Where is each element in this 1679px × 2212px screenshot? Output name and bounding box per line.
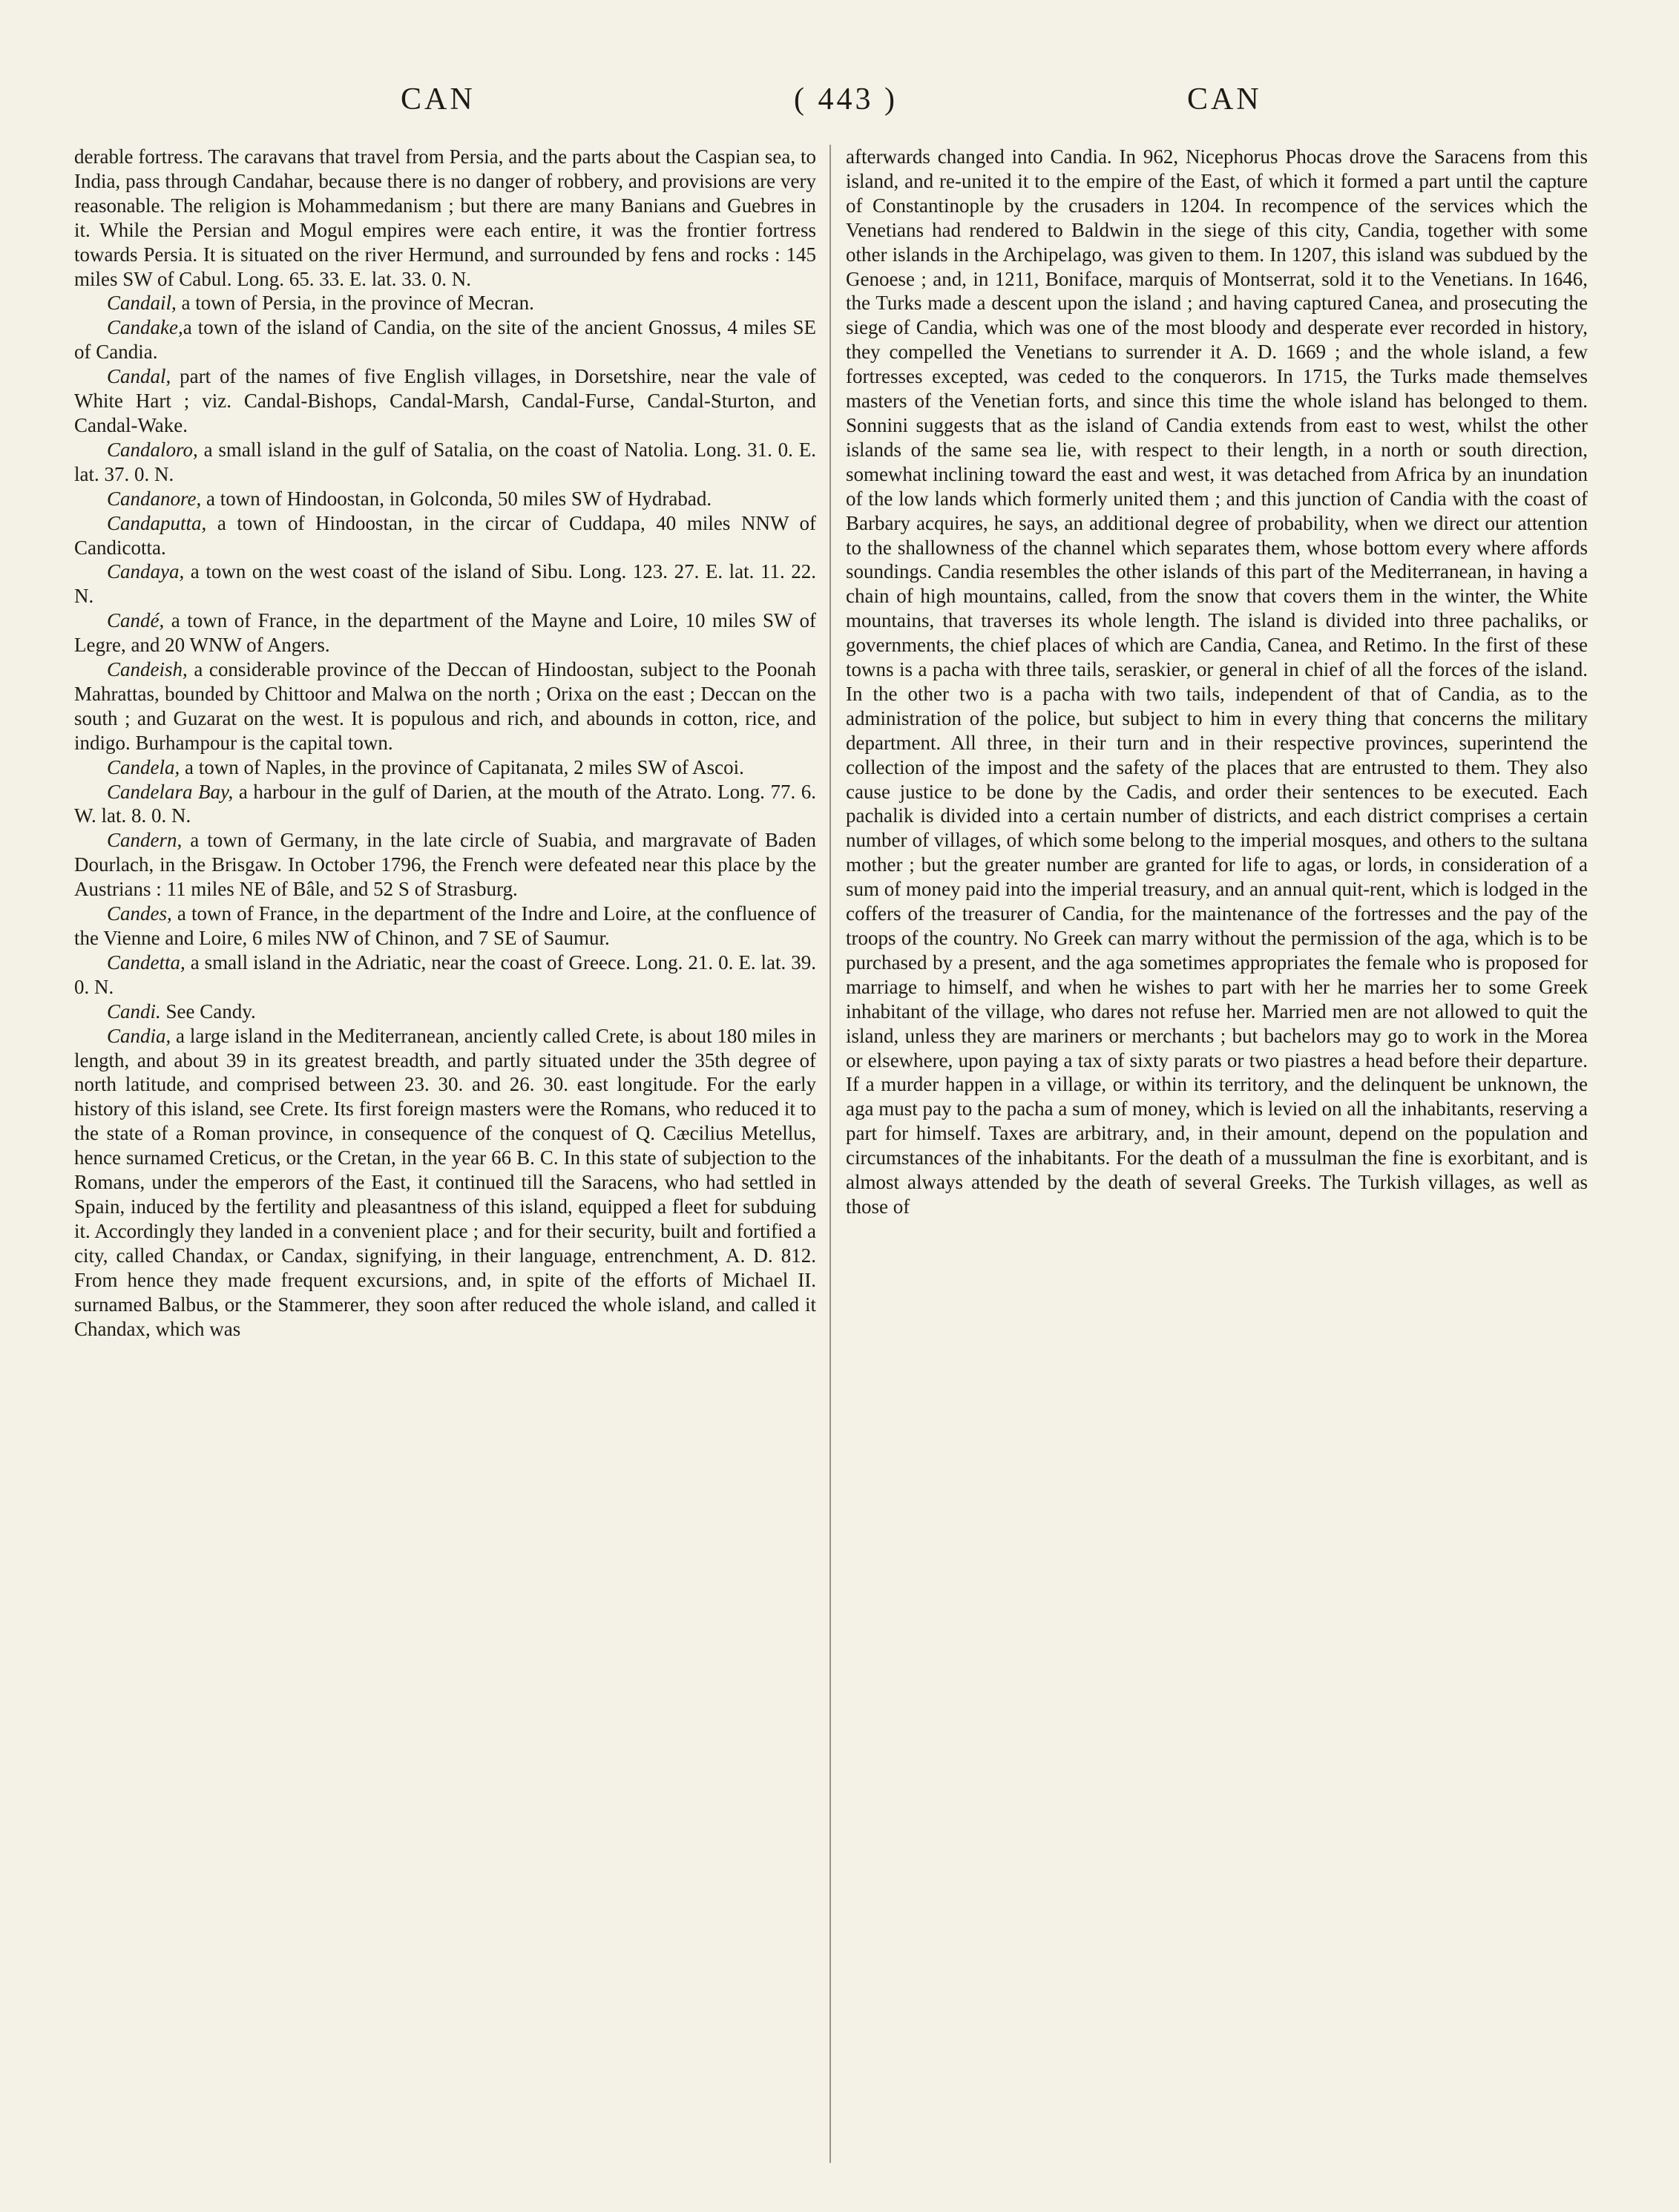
- entry-headword: Candes,: [107, 902, 172, 925]
- entry-paragraph: [74, 780, 816, 829]
- entry-text: a town of France, in the department of the Indre and Loire, at the confluence of the Vienne and Loire, 6 miles NW of Chinon, and 7 SE of Saumur.: [74, 902, 816, 949]
- entry-text: See Candy.: [160, 1000, 256, 1023]
- right-column: [846, 145, 1588, 1219]
- entry-paragraph: [74, 1000, 816, 1024]
- entry-headword: Candanore,: [107, 487, 202, 510]
- entry-paragraph: [74, 755, 816, 780]
- entry-headword: Candelara Bay,: [107, 780, 234, 803]
- entry-paragraph: [846, 145, 1588, 1219]
- entry-text: a small island in the Adriatic, near the coast of Greece. Long. 21. 0. E. lat. 39. 0. N.: [74, 951, 816, 998]
- column-divider: [829, 145, 831, 2163]
- left-column: [74, 145, 816, 1341]
- entry-headword: Candal,: [107, 365, 171, 388]
- entry-paragraph: [74, 487, 816, 511]
- entry-text: afterwards changed into Candia. In 962, Nicephorus Phocas drove the Saracens from this island, and re-united it to the empire of the East, of which it formed a part until the capture of Constantinople by the crusaders in 1204. In recompence of the services which the Venetians had rendered to Baldwin in the siege of this city, Candia, together with some other islands in the Archipelago, was given to them. In 1207, this island was subdued by the Genoese ; and, in 1211, Boniface, marquis of Montserrat, sold it to the Venetians. In 1646, the Turks made a descent upon the island ; and having captured Canea, and prosecuting the siege of Candia, which was one of the most bloody and desperate ever recorded in history, they compelled the Venetians to surrender it A. D. 1669 ; and the whole island, a few fortresses excepted, was ceded to the conquerors. In 1715, the Turks made themselves masters of the Venetian forts, and since this time the whole island has belonged to them. Sonnini suggests that as the island of Candia extends from east to west, whilst the other islands of the same sea lie, with respect to their length, in a north or south direction, somewhat inclining toward the east and west, it was detached from Africa by an inundation of the low lands which formerly united them ; and this junction of Candia with the coast of Barbary acquires, he says, an additional degree of probability, when we direct our attention to the shallowness of the channel which separates them, whose bottom every where affords soundings. Candia resembles the other islands of this part of the Mediterranean, in having a chain of high mountains, called, from the snow that covers them in the winter, the White mountains, that traverses its whole length. The island is divided into three pachaliks, or governments, the chief places of which are Candia, Canea, and Retimo. In the first of these towns is a pacha with three tails, seraskier, or general in chief of all the forces of the island. In the other two is a pacha with two tails, independent of that of Candia, as to the administration of the police, but subject to him in every thing that concerns the military department. All three, in their turn and in their respective provinces, superintend the collection of the impost and the safety of the places that are entrusted to them. They also cause justice to be done by the Cadis, and order their sentences to be executed. Each pachalik is divided into a certain number of districts, and each district comprises a certain number of villages, of which some belong to the imperial mosques, and others to the sultana mother ; but the greater number are granted for life to agas, or lords, in consideration of a sum of money paid into the imperial treasury, and an annual quit-rent, which is lodged in the coffers of the treasurer of Candia, for the maintenance of the fortresses and the pay of the troops of the country. No Greek can marry without the permission of the aga, which is to be purchased by a present, and the aga sometimes appropriates the female who is proposed for marriage to himself, and when he wishes to part with her he marries her to some Greek inhabitant of the village, who dares not refuse her. Married men are not allowed to quit the island, unless they are mariners or merchants ; but bachelors may go to work in the Morea or elsewhere, upon paying a tax of sixty parats or two piastres a head before their departure. If a murder happen in a village, or within its territory, and the delinquent be unknown, the aga must pay to the pacha a sum of money, which is levied on all the inhabitants, reserving a part for himself. Taxes are arbitrary, and, in their amount, depend on the population and circumstances of the inhabitants. For the death of a mussulman the fine is exorbitant, and is almost always attended by the death of several Greeks. The Turkish villages, as well as those of: [846, 145, 1588, 1218]
- entry-text: a town of the island of Candia, on the site of the ancient Gnossus, 4 miles SE of Candia.: [74, 316, 816, 364]
- entry-text: a town of France, in the department of the Mayne and Loire, 10 miles SW of Legre, and 20 WNW of Angers.: [74, 609, 816, 657]
- entry-paragraph: [74, 315, 816, 364]
- page-number: ( 443 ): [794, 82, 898, 116]
- running-header: [89, 82, 1590, 126]
- entry-paragraph: [74, 364, 816, 438]
- entry-headword: Candake,: [107, 316, 183, 339]
- entry-paragraph: [74, 438, 816, 487]
- entry-text: a town of Naples, in the province of Capitanata, 2 miles SW of Ascoi.: [180, 755, 744, 778]
- entry-paragraph: [74, 902, 816, 951]
- entry-paragraph: [74, 657, 816, 755]
- entry-text: a large island in the Mediterranean, anciently called Crete, is about 180 miles in length, and about 39 in its greatest breadth, and partly situated under the 35th degree of north latitude, and comprised between 23. 30. and 26. 30. east longitude. For the early history of this island, see Crete. Its first foreign masters were the Romans, who reduced it to the state of a Roman province, in consequence of the conquest of Q. Cæcilius Metellus, hence surnamed Creticus, or the Cretan, in the year 66 B. C. In this state of subjection to the Romans, under the emperors of the East, it continued till the Saracens, who had settled in Spain, induced by the fertility and pleasantness of this island, equipped a fleet for subduing it. Accordingly they landed in a convenient place ; and for their security, built and fortified a city, called Chandax, or Candax, signifying, in their language, entrenchment, A. D. 812. From hence they made frequent excursions, and, in spite of the efforts of Michael II. surnamed Balbus, or the Stammerer, they soon after reduced the whole island, and called it Chandax, which was: [74, 1024, 816, 1340]
- header-left: CAN: [401, 82, 476, 116]
- entry-headword: Candia,: [107, 1024, 171, 1047]
- entry-text: a town of Germany, in the late circle of Suabia, and margravate of Baden Dourlach, in the Brisgaw. In October 1796, the French were defeated near this place by the Austrians : 11 miles NE of Bâle, and 52 S of Strasburg.: [74, 829, 816, 901]
- entry-headword: Candaloro,: [107, 438, 198, 461]
- entry-text: derable fortress. The caravans that travel from Persia, and the parts about the Caspian sea, to India, pass through Candahar, because there is no danger of robbery, and provisions are very reasonable. The religion is Mohammedanism ; but there are many Banians and Guebres in it. While the Persian and Mogul empires were each entire, it was the frontier fortress towards Persia. It is situated on the river Hermund, and surrounded by fens and rocks : 145 miles SW of Cabul. Long. 65. 33. E. lat. 33. 0. N.: [74, 145, 816, 290]
- entry-headword: Candé,: [107, 609, 165, 632]
- entry-paragraph: [74, 511, 816, 560]
- entry-paragraph: [74, 291, 816, 315]
- entry-headword: Candail,: [107, 292, 177, 315]
- entry-headword: Candetta,: [107, 951, 185, 974]
- entry-text: a small island in the gulf of Satalia, on the coast of Natolia. Long. 31. 0. E. lat. 37. 0. N.: [74, 438, 816, 485]
- entry-paragraph: [74, 951, 816, 1000]
- entry-text: part of the names of five English villages, in Dorsetshire, near the vale of White Hart ; viz. Candal-Bishops, Candal-Marsh, Candal-Furse, Candal-Sturton, and Candal-Wake.: [74, 365, 816, 436]
- entry-text: a considerable province of the Deccan of Hindoostan, subject to the Poonah Mahrattas, bounded by Chittoor and Malwa on the north ; Orixa on the east ; Deccan on the south ; and Guzarat on the west. It is populous and rich, and abounds in cotton, rice, and indigo. Burhampour is the capital town.: [74, 658, 816, 754]
- entry-headword: Candela,: [107, 755, 180, 778]
- entry-headword: Candi.: [107, 1000, 161, 1023]
- entry-paragraph: [74, 608, 816, 657]
- entry-text: a town of Persia, in the province of Mecran.: [176, 292, 534, 315]
- entry-text: a town of Hindoostan, in Golconda, 50 miles SW of Hydrabad.: [201, 487, 712, 510]
- entry-paragraph: [74, 1024, 816, 1342]
- header-right: CAN: [1187, 82, 1262, 116]
- entry-paragraph: [74, 828, 816, 902]
- entry-headword: Candern,: [107, 829, 183, 852]
- entry-text: a town on the west coast of the island of Sibu. Long. 123. 27. E. lat. 11. 22. N.: [74, 560, 816, 608]
- entry-paragraph: [74, 145, 816, 291]
- entry-headword: Candaya,: [107, 560, 185, 583]
- entry-headword: Candeish,: [107, 658, 188, 681]
- entry-headword: Candaputta,: [107, 511, 207, 534]
- entry-text: a town of Hindoostan, in the circar of Cuddapa, 40 miles NNW of Candicotta.: [74, 511, 816, 559]
- entry-paragraph: [74, 559, 816, 608]
- entry-text: a harbour in the gulf of Darien, at the mouth of the Atrato. Long. 77. 6. W. lat. 8. 0. N.: [74, 780, 816, 827]
